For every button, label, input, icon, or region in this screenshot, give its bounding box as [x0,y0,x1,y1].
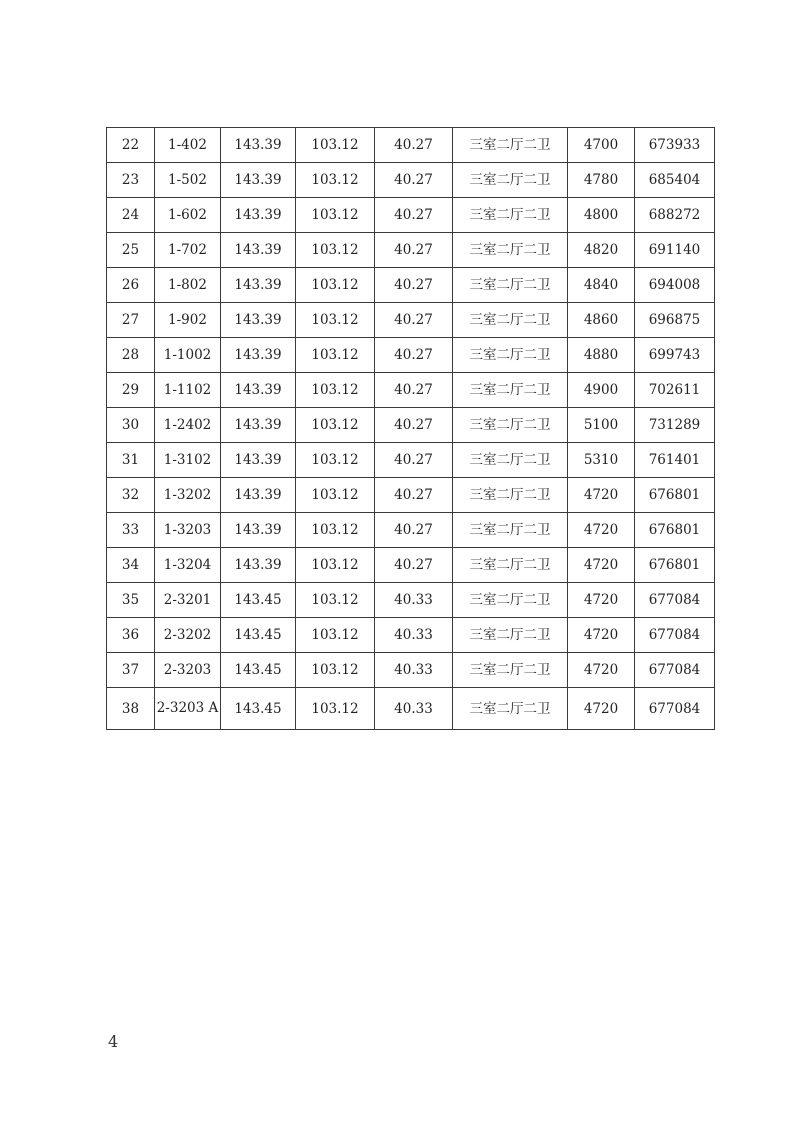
total-price-cell: 702611 [635,373,715,408]
unit-price-cell: 4780 [568,163,635,198]
row-number-cell: 27 [107,303,155,338]
row-number-cell: 23 [107,163,155,198]
table-row [107,513,715,548]
unit-price-cell: 5100 [568,408,635,443]
layout-cell: 三室二厅二卫 [453,373,568,408]
layout-cell: 三室二厅二卫 [453,303,568,338]
row-number-cell: 30 [107,408,155,443]
unit-price-cell: 4880 [568,338,635,373]
inner-area-cell: 103.12 [296,618,375,653]
table-row [107,338,715,373]
unit-price-cell: 4820 [568,233,635,268]
shared-area-cell: 40.27 [375,443,453,478]
table-row [107,548,715,583]
layout-cell: 三室二厅二卫 [453,198,568,233]
layout-cell: 三室二厅二卫 [453,653,568,688]
total-price-cell: 731289 [635,408,715,443]
unit-number-cell: 2-3203 A [155,688,221,730]
layout-cell: 三室二厅二卫 [453,688,568,730]
layout-cell: 三室二厅二卫 [453,128,568,163]
row-number-cell: 35 [107,583,155,618]
total-price-cell: 699743 [635,338,715,373]
shared-area-cell: 40.27 [375,198,453,233]
table-row [107,128,715,163]
row-number-cell: 31 [107,443,155,478]
table-row [107,233,715,268]
building-area-cell: 143.39 [221,128,296,163]
shared-area-cell: 40.27 [375,303,453,338]
inner-area-cell: 103.12 [296,408,375,443]
unit-number-cell: 1-1002 [155,338,221,373]
row-number-cell: 25 [107,233,155,268]
total-price-cell: 676801 [635,548,715,583]
building-area-cell: 143.39 [221,303,296,338]
row-number-cell: 22 [107,128,155,163]
inner-area-cell: 103.12 [296,198,375,233]
unit-number-cell: 1-3203 [155,513,221,548]
inner-area-cell: 103.12 [296,338,375,373]
unit-price-cell: 4840 [568,268,635,303]
building-area-cell: 143.39 [221,478,296,513]
building-area-cell: 143.39 [221,408,296,443]
unit-price-cell: 4720 [568,688,635,730]
table-row [107,583,715,618]
building-area-cell: 143.39 [221,233,296,268]
table-row [107,478,715,513]
layout-cell: 三室二厅二卫 [453,443,568,478]
table-row [107,373,715,408]
building-area-cell: 143.39 [221,268,296,303]
unit-number-cell: 1-3204 [155,548,221,583]
shared-area-cell: 40.27 [375,163,453,198]
unit-number-cell: 2-3202 [155,618,221,653]
building-area-cell: 143.39 [221,513,296,548]
table-row [107,303,715,338]
total-price-cell: 673933 [635,128,715,163]
shared-area-cell: 40.27 [375,338,453,373]
page-number: 4 [108,1032,119,1051]
shared-area-cell: 40.27 [375,548,453,583]
unit-number-cell: 1-3202 [155,478,221,513]
row-number-cell: 24 [107,198,155,233]
table-row [107,198,715,233]
unit-price-cell: 4860 [568,303,635,338]
layout-cell: 三室二厅二卫 [453,268,568,303]
unit-price-cell: 4800 [568,198,635,233]
inner-area-cell: 103.12 [296,583,375,618]
unit-number-cell: 1-702 [155,233,221,268]
inner-area-cell: 103.12 [296,688,375,730]
total-price-cell: 677084 [635,653,715,688]
row-number-cell: 36 [107,618,155,653]
table-body [107,128,715,730]
unit-price-cell: 4720 [568,513,635,548]
shared-area-cell: 40.33 [375,653,453,688]
row-number-cell: 26 [107,268,155,303]
shared-area-cell: 40.27 [375,128,453,163]
unit-number-cell: 2-3201 [155,583,221,618]
unit-price-cell: 4720 [568,653,635,688]
unit-number-cell: 1-502 [155,163,221,198]
total-price-cell: 694008 [635,268,715,303]
layout-cell: 三室二厅二卫 [453,548,568,583]
inner-area-cell: 103.12 [296,128,375,163]
row-number-cell: 28 [107,338,155,373]
unit-price-table [106,127,715,730]
shared-area-cell: 40.33 [375,688,453,730]
shared-area-cell: 40.27 [375,408,453,443]
total-price-cell: 761401 [635,443,715,478]
table-row [107,688,715,730]
row-number-cell: 37 [107,653,155,688]
building-area-cell: 143.45 [221,618,296,653]
layout-cell: 三室二厅二卫 [453,233,568,268]
table-row [107,653,715,688]
total-price-cell: 696875 [635,303,715,338]
building-area-cell: 143.39 [221,548,296,583]
row-number-cell: 38 [107,688,155,730]
unit-price-cell: 5310 [568,443,635,478]
layout-cell: 三室二厅二卫 [453,338,568,373]
unit-number-cell: 1-402 [155,128,221,163]
total-price-cell: 677084 [635,688,715,730]
row-number-cell: 33 [107,513,155,548]
inner-area-cell: 103.12 [296,478,375,513]
shared-area-cell: 40.27 [375,233,453,268]
total-price-cell: 676801 [635,478,715,513]
total-price-cell: 677084 [635,583,715,618]
table-row [107,268,715,303]
total-price-cell: 677084 [635,618,715,653]
building-area-cell: 143.39 [221,163,296,198]
inner-area-cell: 103.12 [296,373,375,408]
unit-price-cell: 4700 [568,128,635,163]
layout-cell: 三室二厅二卫 [453,478,568,513]
inner-area-cell: 103.12 [296,303,375,338]
layout-cell: 三室二厅二卫 [453,513,568,548]
shared-area-cell: 40.33 [375,583,453,618]
inner-area-cell: 103.12 [296,233,375,268]
unit-number-cell: 1-3102 [155,443,221,478]
building-area-cell: 143.39 [221,198,296,233]
total-price-cell: 685404 [635,163,715,198]
row-number-cell: 32 [107,478,155,513]
total-price-cell: 676801 [635,513,715,548]
table-row [107,443,715,478]
unit-price-cell: 4720 [568,548,635,583]
unit-price-cell: 4900 [568,373,635,408]
building-area-cell: 143.45 [221,583,296,618]
shared-area-cell: 40.33 [375,618,453,653]
total-price-cell: 691140 [635,233,715,268]
inner-area-cell: 103.12 [296,653,375,688]
unit-number-cell: 1-902 [155,303,221,338]
inner-area-cell: 103.12 [296,268,375,303]
building-area-cell: 143.45 [221,653,296,688]
table-row [107,408,715,443]
inner-area-cell: 103.12 [296,513,375,548]
layout-cell: 三室二厅二卫 [453,618,568,653]
unit-price-cell: 4720 [568,583,635,618]
unit-number-cell: 1-602 [155,198,221,233]
unit-price-cell: 4720 [568,478,635,513]
unit-number-cell: 1-802 [155,268,221,303]
unit-price-cell: 4720 [568,618,635,653]
building-area-cell: 143.39 [221,373,296,408]
inner-area-cell: 103.12 [296,548,375,583]
building-area-cell: 143.45 [221,688,296,730]
shared-area-cell: 40.27 [375,478,453,513]
inner-area-cell: 103.12 [296,163,375,198]
building-area-cell: 143.39 [221,338,296,373]
shared-area-cell: 40.27 [375,268,453,303]
shared-area-cell: 40.27 [375,513,453,548]
table-row [107,163,715,198]
layout-cell: 三室二厅二卫 [453,408,568,443]
shared-area-cell: 40.27 [375,373,453,408]
unit-number-cell: 1-1102 [155,373,221,408]
row-number-cell: 29 [107,373,155,408]
inner-area-cell: 103.12 [296,443,375,478]
building-area-cell: 143.39 [221,443,296,478]
layout-cell: 三室二厅二卫 [453,163,568,198]
row-number-cell: 34 [107,548,155,583]
layout-cell: 三室二厅二卫 [453,583,568,618]
table-row [107,618,715,653]
unit-number-cell: 2-3203 [155,653,221,688]
total-price-cell: 688272 [635,198,715,233]
unit-number-cell: 1-2402 [155,408,221,443]
